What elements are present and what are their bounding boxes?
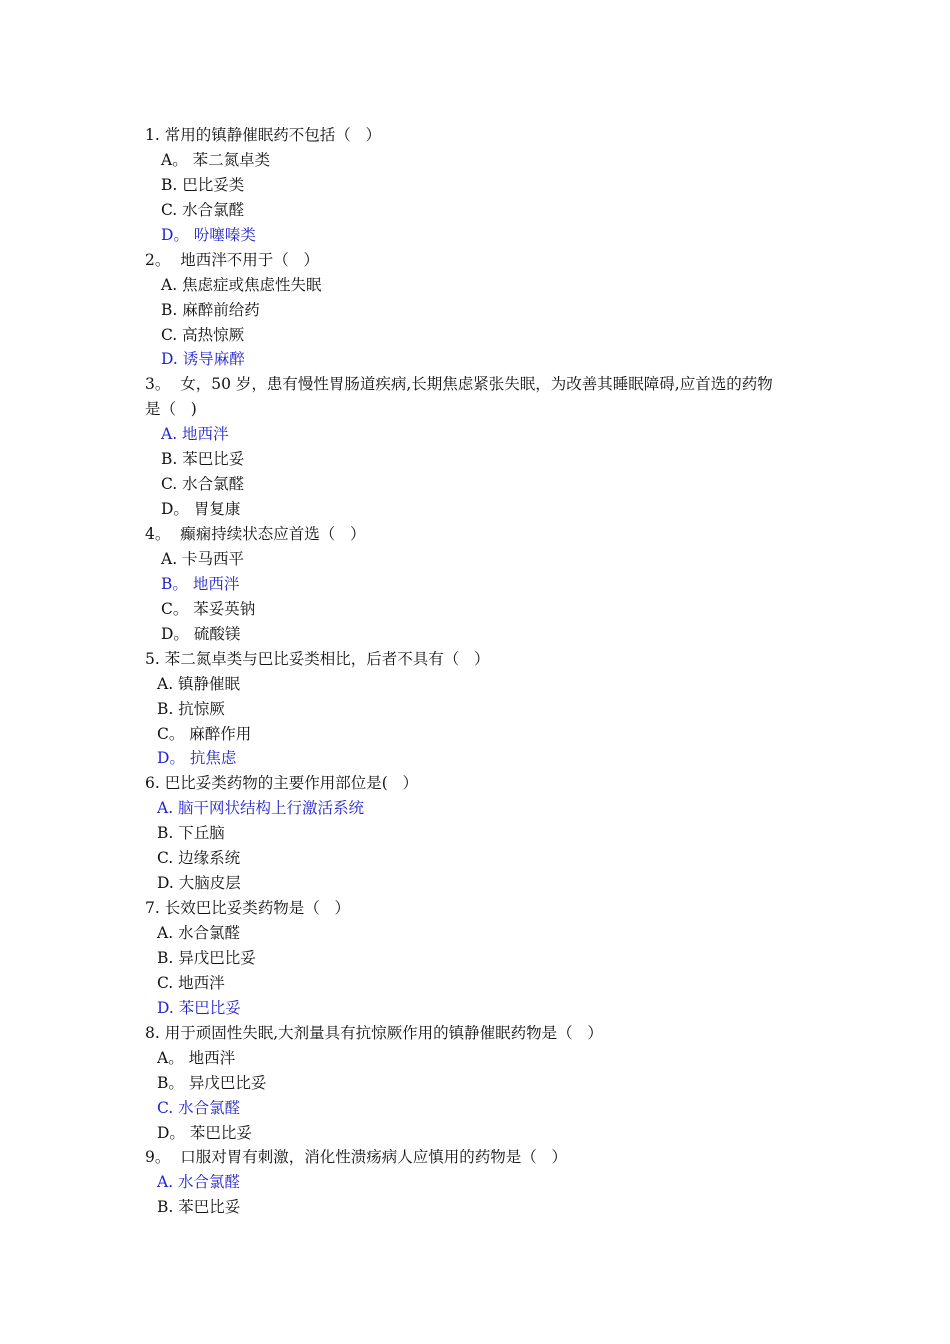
answer-option-correct: A. 脑干网状结构上行激活系统: [157, 799, 365, 818]
answer-option: A. 卡马西平: [161, 549, 245, 568]
question-text: 3。 女，50 岁，患有慢性胃肠道疾病,长期焦虑紧张失眠，为改善其睡眠障碍,应首选的药物: [145, 375, 773, 394]
answer-option: C. 水合氯醛: [161, 475, 245, 494]
answer-option: B. 异戊巴比妥: [157, 948, 256, 967]
answer-option: C. 高热惊厥: [161, 325, 245, 344]
answer-option: A. 焦虑症或焦虑性失眠: [161, 275, 322, 294]
answer-option: D。 苯巴比妥: [157, 1123, 252, 1142]
answer-option: D。 硫酸镁: [161, 624, 241, 643]
answer-option-correct: D。 吩噻嗪类: [161, 225, 256, 244]
answer-option: B. 下丘脑: [157, 824, 225, 843]
question-text: 9。 口服对胃有刺激，消化性溃疡病人应慎用的药物是（ ）: [145, 1148, 567, 1167]
answer-option: A. 镇静催眠: [157, 674, 241, 693]
question-text: 8. 用于顽固性失眠,大剂量具有抗惊厥作用的镇静催眠药物是（ ）: [145, 1023, 603, 1042]
question-text: 6. 巴比妥类药物的主要作用部位是( ）: [145, 774, 419, 793]
answer-option: A。 苯二氮卓类: [161, 150, 271, 169]
question-text: 7. 长效巴比妥类药物是（ ）: [145, 899, 350, 918]
answer-option-correct: D. 苯巴比妥: [157, 998, 241, 1017]
answer-option-correct: A. 水合氯醛: [157, 1173, 241, 1192]
answer-option-correct: A. 地西泮: [161, 425, 229, 444]
answer-option: D. 大脑皮层: [157, 874, 241, 893]
answer-option: C. 边缘系统: [157, 849, 241, 868]
answer-option: A. 水合氯醛: [157, 924, 241, 942]
answer-option-correct: D。 抗焦虑: [157, 749, 237, 768]
answer-option-correct: D. 诱导麻醉: [161, 350, 245, 369]
answer-option-correct: B。 地西泮: [161, 574, 240, 593]
question-text: 4。 癫痫持续状态应首选（ ）: [145, 525, 366, 543]
answer-option: B. 苯巴比妥: [157, 1198, 241, 1217]
answer-option: B. 巴比妥类: [161, 175, 245, 194]
question-text: 2。 地西泮不用于（ ）: [145, 250, 319, 269]
answer-option: B。 异戊巴比妥: [157, 1073, 267, 1092]
document-page: [0, 123, 950, 1220]
answer-option: C. 水合氯醛: [161, 200, 245, 219]
answer-option: A。 地西泮: [157, 1048, 236, 1067]
answer-option: B. 抗惊厥: [157, 699, 225, 718]
question-text: 5. 苯二氮卓类与巴比妥类相比，后者不具有（ ）: [145, 649, 490, 668]
answer-option: C。 苯妥英钠: [161, 599, 256, 618]
question-text: 1. 常用的镇静催眠药不包括（ ）: [145, 126, 381, 144]
answer-option-correct: C. 水合氯醛: [157, 1098, 241, 1117]
question-text-continued: 是（ ): [145, 400, 197, 419]
answer-option: B. 苯巴比妥: [161, 450, 245, 469]
answer-option: D。 胃复康: [161, 500, 241, 519]
answer-option: C。 麻醉作用: [157, 724, 252, 743]
answer-option: C. 地西泮: [157, 973, 225, 992]
answer-option: B. 麻醉前给药: [161, 300, 260, 319]
